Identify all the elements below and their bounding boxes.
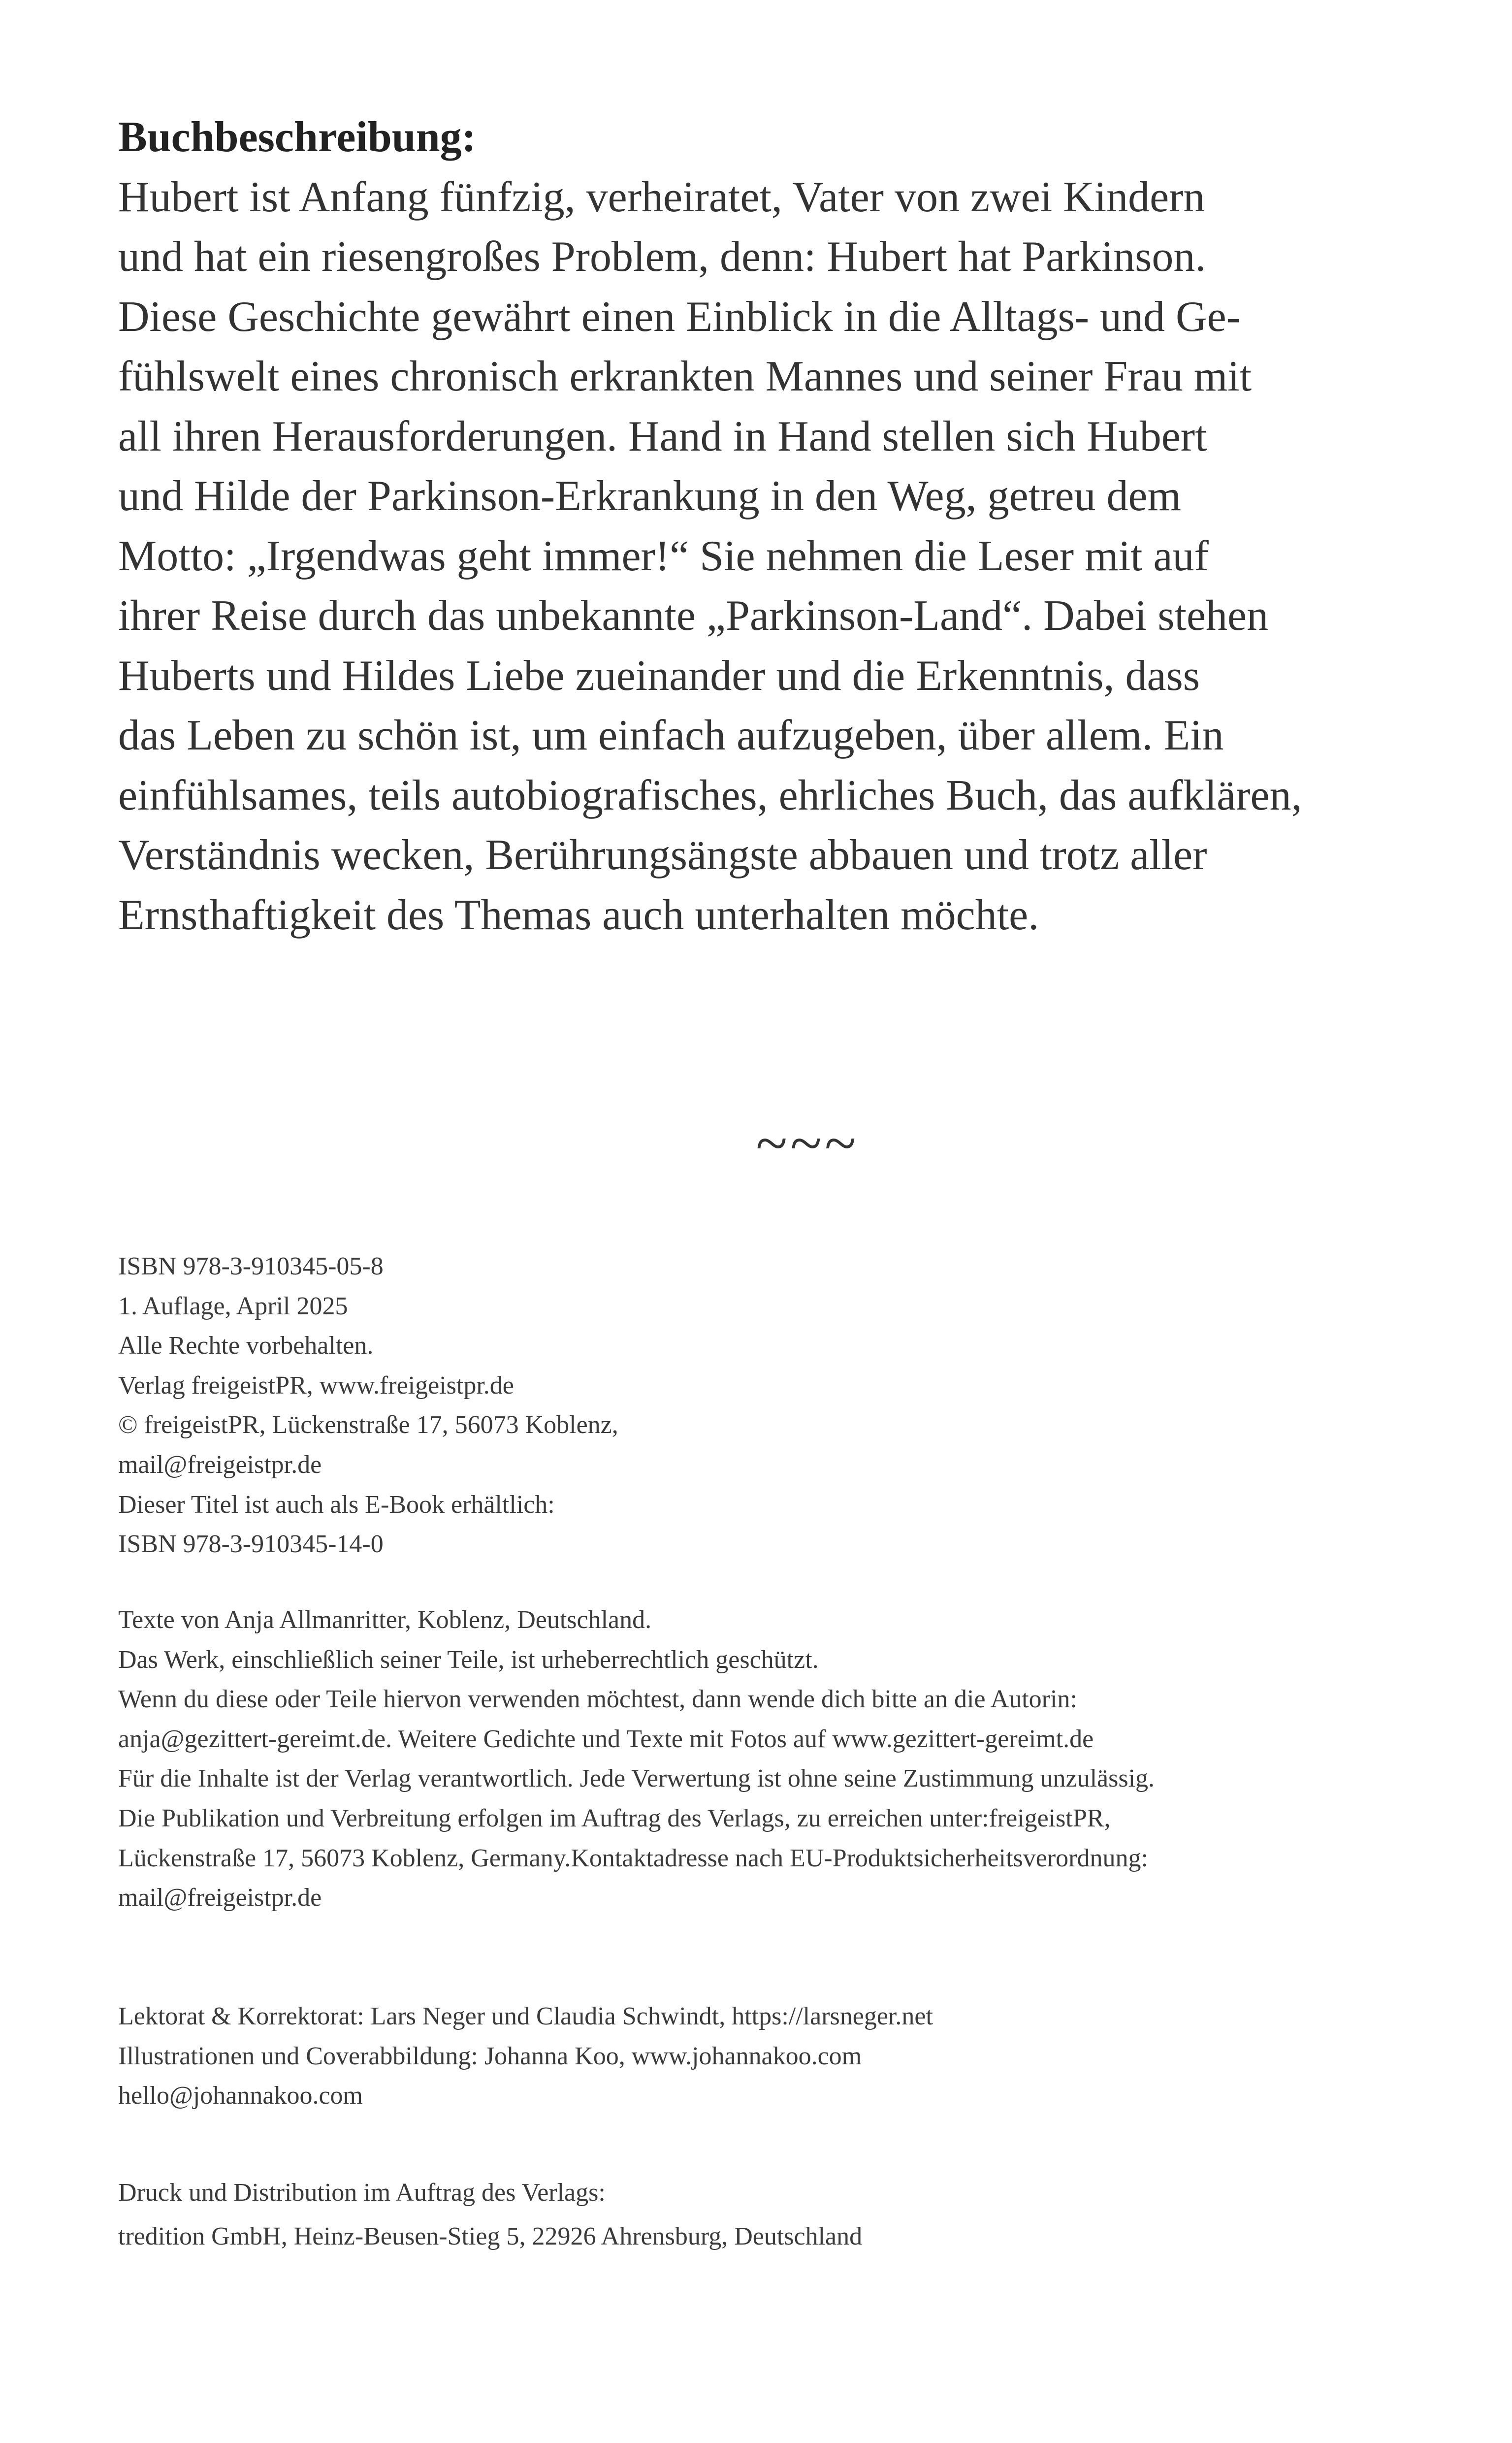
description-body [118, 167, 1418, 945]
publisher: Verlag freigeistPR, www.freigeistpr.de [118, 1371, 514, 1400]
editing-credit: Lektorat & Korrektorat: Lars Neger und Claudia Schwindt, https://larsneger.net [118, 2002, 933, 2030]
publisher-email: mail@freigeistpr.de [118, 1450, 322, 1479]
legal-block [118, 1600, 1418, 1918]
description-line: Diese Geschichte gewährt einen Einblick in die Alltags- und Ge- [118, 293, 1241, 341]
legal-line: Für die Inhalte ist der Verlag verantwortlich. Jede Verwertung ist ohne seine Zustimmung unzulässig. [118, 1764, 1155, 1793]
isbn-print: ISBN 978-3-910345-05-8 [118, 1252, 384, 1280]
print-heading: Druck und Distribution im Auftrag des Verlags: [118, 2179, 606, 2207]
isbn-ebook: ISBN 978-3-910345-14-0 [118, 1530, 384, 1559]
illustration-credit: Illustrationen und Coverabbildung: Johanna Koo, www.johannakoo.com [118, 2042, 862, 2070]
description-line: Verständnis wecken, Berührungsängste abbauen und trotz aller [118, 831, 1207, 879]
description-line: einfühlsames, teils autobiografisches, ehrliches Buch, das aufklären, [118, 771, 1302, 819]
description-line: das Leben zu schön ist, um einfach aufzugeben, über allem. Ein [118, 712, 1224, 759]
description-line: und Hilde der Parkinson-Erkrankung in den Weg, getreu dem [118, 472, 1181, 520]
legal-line: mail@freigeistpr.de [118, 1884, 322, 1912]
description-line: all ihren Herausforderungen. Hand in Hand stellen sich Hubert [118, 412, 1207, 460]
description-line: ihrer Reise durch das unbekannte „Parkinson-Land“. Dabei stehen [118, 592, 1269, 640]
legal-line: Das Werk, einschließlich seiner Teile, ist urheberrechtlich geschützt. [118, 1645, 819, 1674]
legal-line: Wenn du diese oder Teile hiervon verwenden möchtest, dann wende dich bitte an die Autorin: [118, 1685, 1077, 1714]
description-heading: Buchbeschreibung: [118, 113, 476, 161]
print-heading-block [118, 2173, 1418, 2213]
description-line: Huberts und Hildes Liebe zueinander und die Erkenntnis, dass [118, 651, 1200, 700]
legal-line: Texte von Anja Allmanritter, Koblenz, Deutschland. [118, 1606, 652, 1634]
ebook-note: Dieser Titel ist auch als E-Book erhältlich: [118, 1490, 555, 1519]
description-line: fühlswelt eines chronisch erkrankten Mannes und seiner Frau mit [118, 353, 1252, 400]
description-line: Ernsthaftigkeit des Themas auch unterhalten möchte. [118, 891, 1039, 939]
legal-line: anja@gezittert-gereimt.de. Weitere Gedichte und Texte mit Fotos auf www.gezittert-gereimt.de [118, 1725, 1094, 1753]
description-line: Hubert ist Anfang fünfzig, verheiratet, Vater von zwei Kindern [118, 173, 1205, 221]
copyright-address: © freigeistPR, Lückenstraße 17, 56073 Koblenz, [118, 1411, 618, 1439]
legal-line: Lückenstraße 17, 56073 Koblenz, Germany.Kontaktadresse nach EU-Produktsicherheitsverordnung: [118, 1844, 1148, 1872]
legal-line: Die Publikation und Verbreitung erfolgen im Auftrag des Verlags, zu erreichen unter:freigeistPR, [118, 1804, 1111, 1832]
section-separator: ~~~ [756, 1111, 859, 1175]
edition: 1. Auflage, April 2025 [118, 1292, 348, 1320]
rights-notice: Alle Rechte vorbehalten. [118, 1332, 374, 1360]
description-line: und hat ein riesengroßes Problem, denn: Hubert hat Parkinson. [118, 233, 1206, 281]
impressum-block [118, 1247, 1418, 1564]
book-description [118, 107, 1418, 945]
illustrator-email: hello@johannakoo.com [118, 2082, 363, 2110]
print-address-block [118, 2217, 1418, 2257]
printer-address: tredition GmbH, Heinz-Beusen-Stieg 5, 22926 Ahrensburg, Deutschland [118, 2222, 863, 2250]
credits-block [118, 1997, 1418, 2116]
description-line: Motto: „Irgendwas geht immer!“ Sie nehmen die Leser mit auf [118, 532, 1209, 580]
